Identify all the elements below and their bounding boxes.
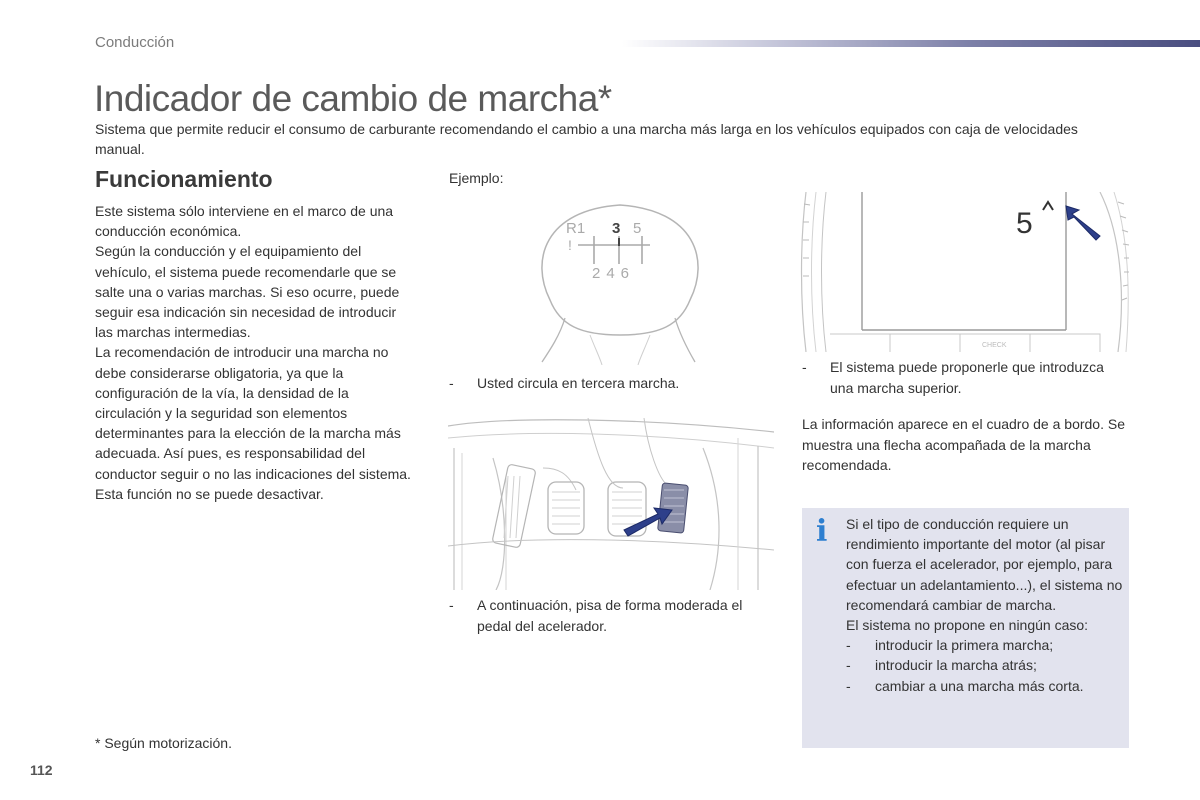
gear-knob-illustration xyxy=(520,200,720,365)
dashboard-illustration xyxy=(800,192,1130,352)
info-box-text xyxy=(846,514,1126,696)
caption-text: El sistema puede proponerle que introduzca una marcha superior. xyxy=(830,359,1104,396)
footnote: * Según motorización. xyxy=(95,735,232,751)
left-body xyxy=(95,201,415,504)
info-paragraph: La información aparece en el cuadro de a bordo. Se muestra una flecha acompañada de la marcha recomendada. xyxy=(802,416,1125,473)
paragraph: Este sistema sólo interviene en el marco de una conducción económica. xyxy=(95,203,394,240)
gear-label-top-end: 5 xyxy=(633,220,642,237)
list-item-text: introducir la marcha atrás; xyxy=(875,657,1037,674)
section-label: Conducción xyxy=(95,34,175,51)
gear-caption: - Usted circula en tercera marcha. xyxy=(449,373,769,394)
header-bar xyxy=(622,40,1200,47)
list-item: - cambiar a una marcha más corta. xyxy=(846,676,1126,696)
reverse-mark: ! xyxy=(568,237,572,253)
gear-label-top: R1 xyxy=(566,220,586,237)
paragraph: Según la conducción y el equipamiento del vehículo, el sistema puede recomendarle que se salte una o varias marchas. Si eso ocurre, puede seguir esa indicación sin necesidad de introducir las marchas intermedias. xyxy=(95,243,400,341)
info-icon: i xyxy=(816,514,828,549)
list-item: - introducir la primera marcha; xyxy=(846,635,1126,655)
paragraph: La recomendación de introducir una marcha no debe considerarse obligatoria, ya que la configuración de la vía, la densidad de la circulación y la seguridad son elementos determinantes para la elección de la marcha más adecuada. Así pues, es responsabilidad del conductor seguir o no las indicaciones del sistema. xyxy=(95,344,411,482)
info-box-list xyxy=(846,635,1126,696)
shift-up-icon xyxy=(1043,202,1053,210)
paragraph: Esta función no se puede desactivar. xyxy=(95,485,324,502)
info-box-list-intro: El sistema no propone en ningún caso: xyxy=(846,617,1089,634)
dashboard-caption: - El sistema puede proponerle que introduzca una marcha superior. xyxy=(802,357,1122,398)
gear-label-bottom: 246 xyxy=(592,265,636,282)
pedal-caption: - A continuación, pisa de forma moderada el pedal del acelerador. xyxy=(449,595,779,636)
recommended-gear: 5 xyxy=(1016,207,1033,240)
list-item: - introducir la marcha atrás; xyxy=(846,655,1126,675)
check-label: CHECK xyxy=(982,342,1007,349)
caption-text: A continuación, pisa de forma moderada el pedal del acelerador. xyxy=(477,597,743,634)
pointer-arrow xyxy=(1066,206,1100,240)
gear-label-selected: 3 xyxy=(612,220,621,237)
info-box-paragraph: Si el tipo de conducción requiere un rendimiento importante del motor (al pisar con fuerza el acelerador, por ejemplo, para efectuar un adelantamiento...), el sistema no recomendará cambiar de marcha. xyxy=(846,516,1123,613)
list-item-text: cambiar a una marcha más corta. xyxy=(875,677,1084,694)
section-heading: Funcionamiento xyxy=(95,166,273,192)
pedal-illustration xyxy=(448,418,774,590)
info-box xyxy=(802,508,1129,748)
caption-text: Usted circula en tercera marcha. xyxy=(477,375,680,391)
example-label: Ejemplo: xyxy=(449,170,504,186)
page-number: 112 xyxy=(30,762,53,778)
list-item-text: introducir la primera marcha; xyxy=(875,637,1054,654)
intro-text: Sistema que permite reducir el consumo de carburante recomendando el cambio a una marcha más larga en los vehículos equipados con caja de velocidades manual. xyxy=(95,121,1078,157)
page-title: Indicador de cambio de marcha* xyxy=(94,78,612,119)
